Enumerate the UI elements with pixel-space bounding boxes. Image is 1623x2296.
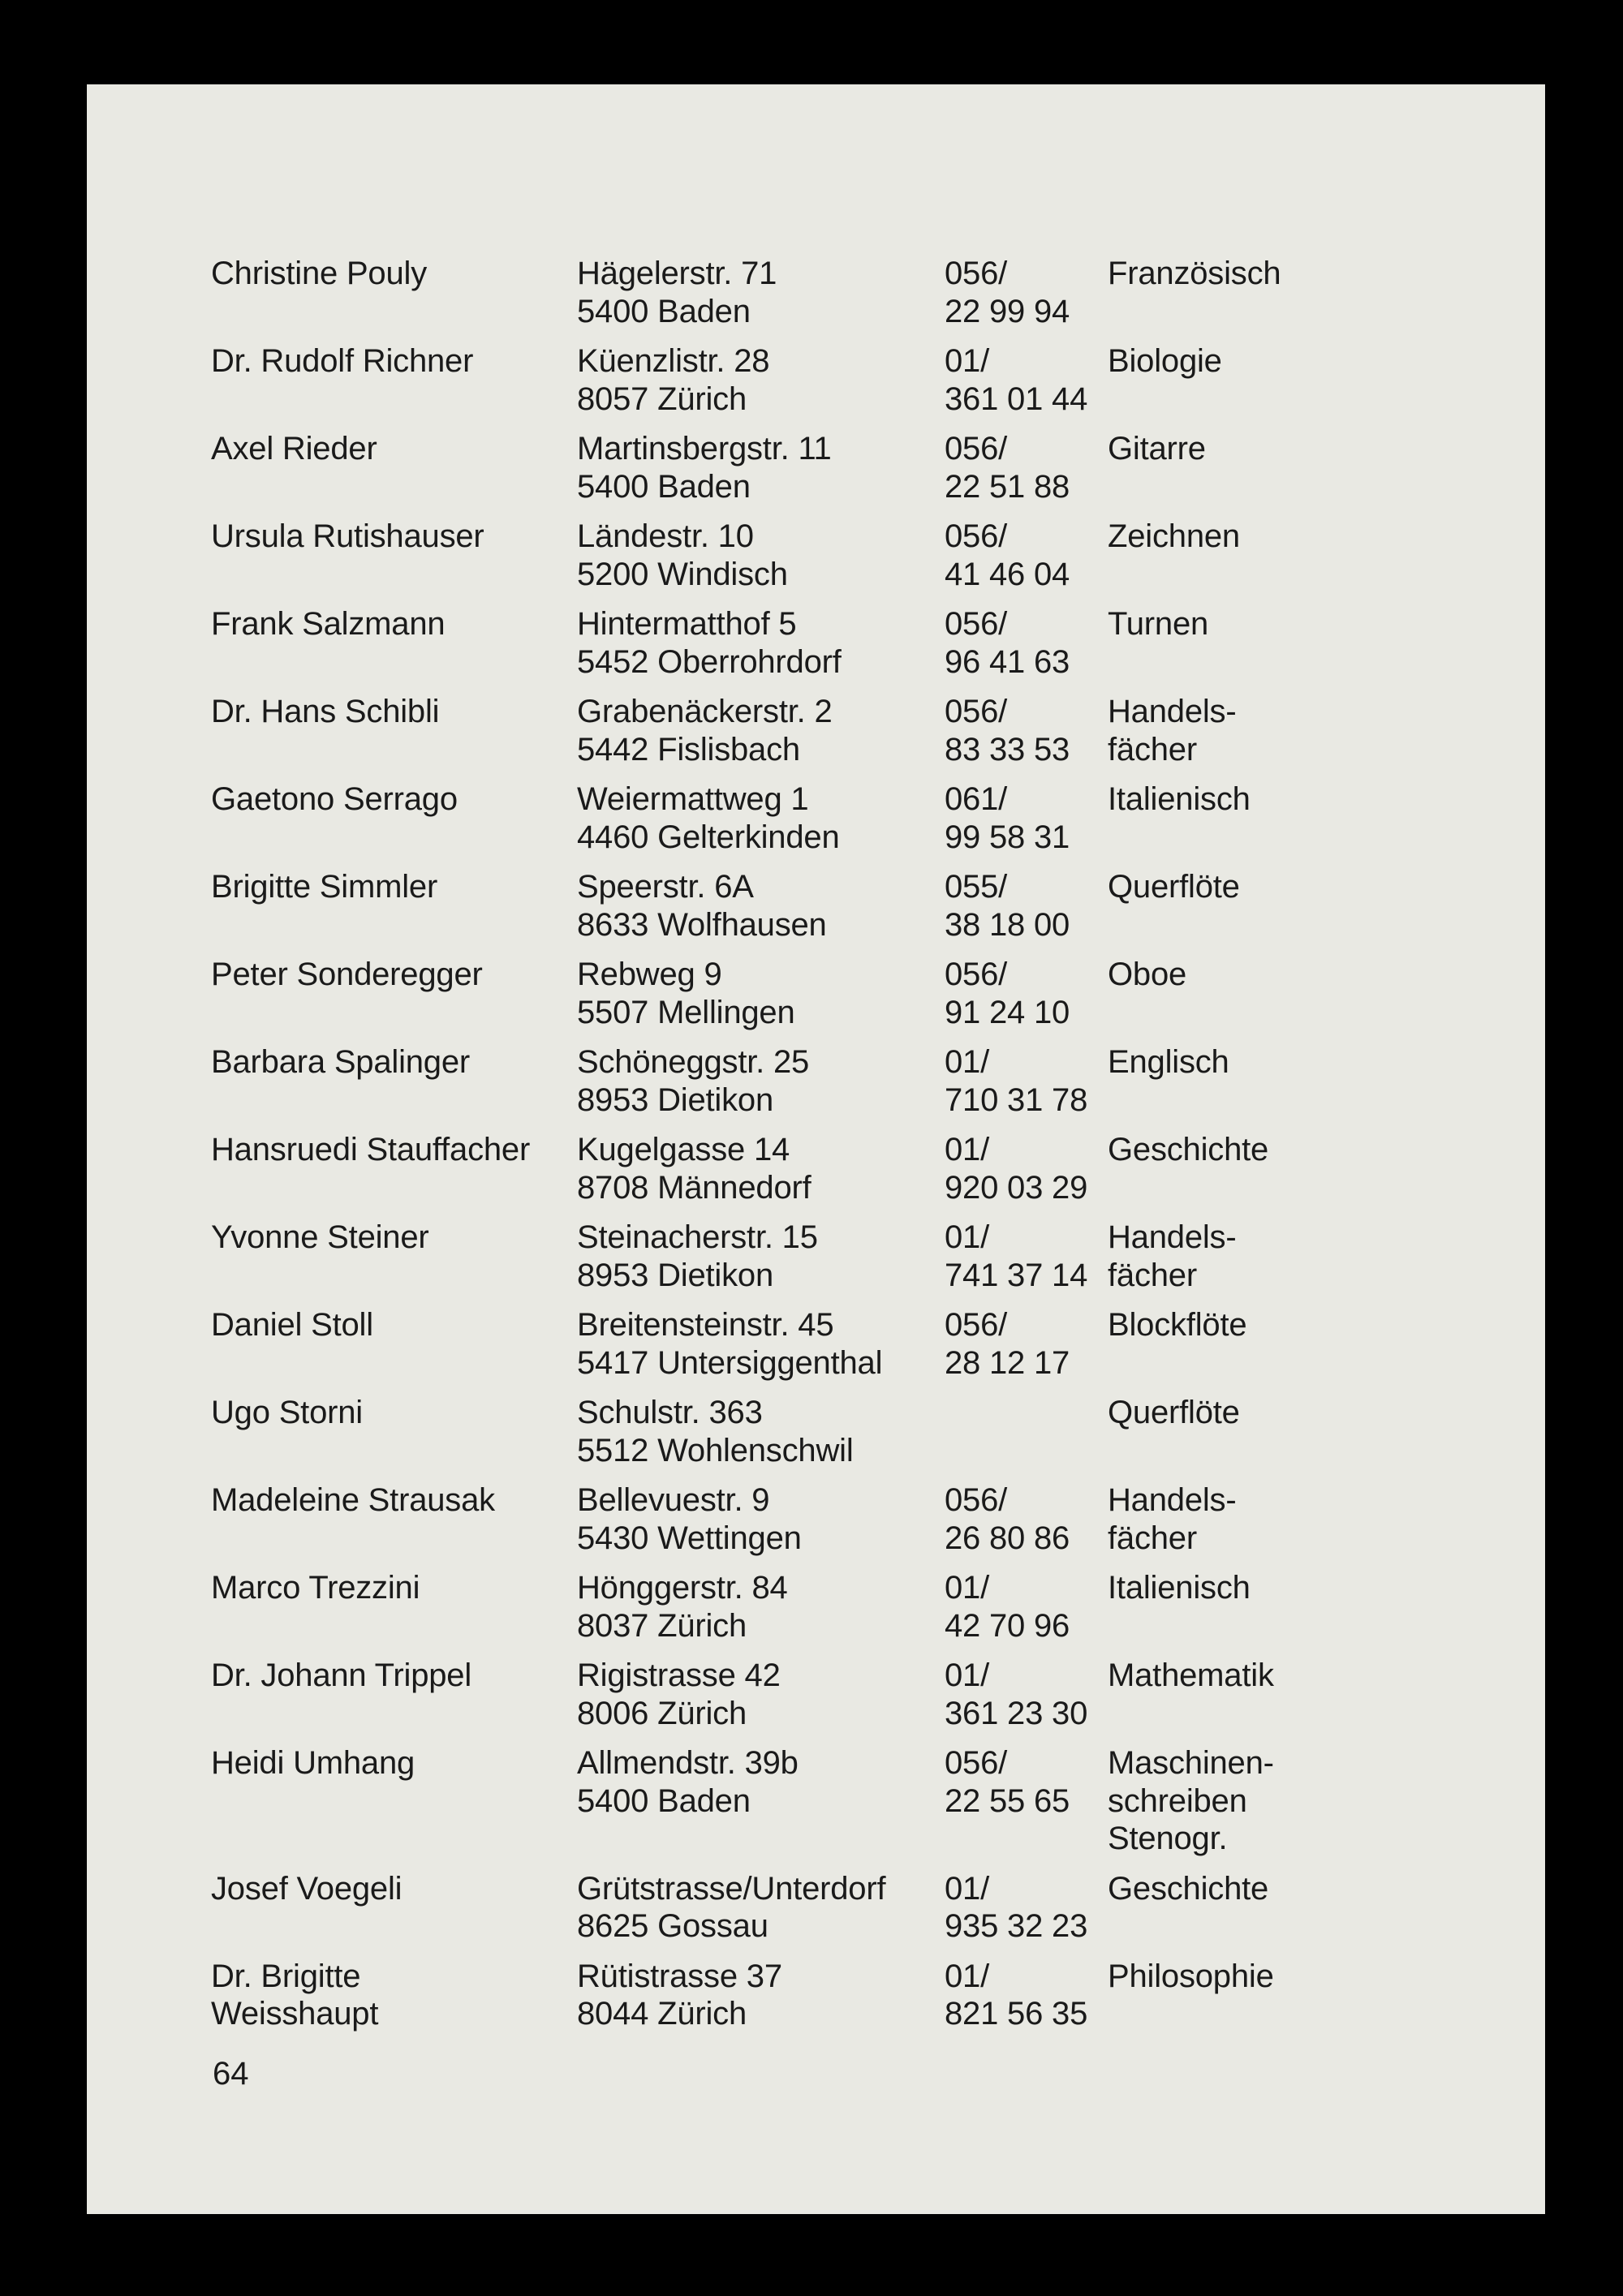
- entry-subject-line: Biologie: [1108, 343, 1222, 379]
- entry-name: [211, 1744, 577, 1782]
- entry-address-line: Hintermatthof 5: [577, 606, 797, 642]
- entry-phone: [945, 1744, 1108, 1820]
- entry-phone: [945, 868, 1108, 944]
- entry-phone-line: 056/: [945, 694, 1008, 729]
- entry-subject: [1108, 1744, 1428, 1858]
- entry-name: [211, 780, 577, 819]
- entry-phone: [945, 1958, 1108, 2033]
- entry-phone: [945, 255, 1108, 330]
- directory-entry: [211, 956, 1428, 1031]
- entry-subject-line: Gitarre: [1108, 431, 1206, 467]
- entry-address: [577, 1744, 945, 1820]
- entry-phone-line: 91 24 10: [945, 994, 1070, 1030]
- entry-phone-line: 38 18 00: [945, 906, 1070, 943]
- entry-name-line: Dr. Johann Trippel: [211, 1658, 472, 1693]
- entry-address-line: 4460 Gelterkinden: [577, 819, 840, 855]
- entry-name-line: Peter Sonderegger: [211, 957, 483, 992]
- directory-entry: [211, 1043, 1428, 1119]
- entry-phone-line: 41 46 04: [945, 556, 1070, 592]
- entry-subject-line: Italienisch: [1108, 781, 1251, 817]
- entry-phone-line: 741 37 14: [945, 1257, 1088, 1293]
- directory-entry: [211, 342, 1428, 418]
- entry-name-line: Weisshaupt: [211, 1996, 379, 2032]
- entry-phone-line: 361 23 30: [945, 1695, 1088, 1731]
- entry-phone-line: 061/: [945, 781, 1008, 817]
- entry-address-line: 8037 Zürich: [577, 1607, 747, 1644]
- entry-address-line: Rigistrasse 42: [577, 1658, 781, 1693]
- entry-subject: [1108, 1481, 1428, 1557]
- entry-subject-line: Blockflöte: [1108, 1307, 1247, 1343]
- entry-address: [577, 1219, 945, 1294]
- entry-address: [577, 1043, 945, 1119]
- entry-subject-line: Mathematik: [1108, 1658, 1274, 1693]
- entry-phone-line: 056/: [945, 957, 1008, 992]
- entry-address-line: 8625 Gossau: [577, 1908, 768, 1944]
- entry-phone-line: 056/: [945, 1745, 1008, 1781]
- entry-name-line: Ugo Storni: [211, 1395, 363, 1430]
- entry-name: [211, 1219, 577, 1257]
- entry-subject-line: Handels-: [1108, 1219, 1237, 1255]
- directory-entry: [211, 430, 1428, 505]
- entry-name: [211, 518, 577, 556]
- entry-subject-line: fächer: [1108, 1257, 1197, 1293]
- entry-phone-line: 83 33 53: [945, 731, 1070, 767]
- entry-name-line: Madeleine Strausak: [211, 1482, 495, 1518]
- entry-address-line: Küenzlistr. 28: [577, 343, 770, 379]
- directory-entry: [211, 1870, 1428, 1946]
- entry-address-line: Hägelerstr. 71: [577, 256, 777, 291]
- entry-name: [211, 430, 577, 468]
- entry-subject: [1108, 1870, 1428, 1908]
- entry-subject-line: Handels-: [1108, 1482, 1237, 1518]
- entry-name: [211, 1306, 577, 1344]
- document-page: [87, 84, 1545, 2214]
- entry-subject-line: Englisch: [1108, 1044, 1229, 1080]
- entry-name-line: Hansruedi Stauffacher: [211, 1132, 531, 1167]
- entry-address: [577, 1569, 945, 1645]
- entry-subject: [1108, 1306, 1428, 1344]
- entry-phone: [945, 1481, 1108, 1557]
- entry-address: [577, 518, 945, 593]
- entry-name: [211, 342, 577, 381]
- entry-address-line: Speerstr. 6A: [577, 869, 754, 905]
- entry-name: [211, 693, 577, 731]
- directory-entry: [211, 1657, 1428, 1732]
- directory-entry: [211, 255, 1428, 330]
- entry-phone-line: 056/: [945, 1482, 1008, 1518]
- directory-entry: [211, 518, 1428, 593]
- entry-address-line: Kugelgasse 14: [577, 1132, 790, 1167]
- entry-address-line: 5430 Wettingen: [577, 1520, 802, 1556]
- entry-phone-line: 42 70 96: [945, 1607, 1070, 1644]
- entry-subject-line: Geschichte: [1108, 1870, 1269, 1907]
- entry-address-line: 8708 Männedorf: [577, 1169, 812, 1206]
- entry-phone: [945, 1043, 1108, 1119]
- entry-address: [577, 1306, 945, 1382]
- entry-name-line: Daniel Stoll: [211, 1307, 373, 1343]
- entry-subject: [1108, 868, 1428, 906]
- entry-name-line: Christine Pouly: [211, 256, 428, 291]
- entry-name-line: Josef Voegeli: [211, 1870, 403, 1907]
- entry-phone-line: 22 51 88: [945, 468, 1070, 505]
- entry-subject: [1108, 1958, 1428, 1996]
- entry-phone-line: 28 12 17: [945, 1344, 1070, 1381]
- entry-address-line: 5400 Baden: [577, 293, 751, 329]
- entry-phone-line: 710 31 78: [945, 1081, 1088, 1118]
- directory-entry: [211, 1131, 1428, 1206]
- directory-entry: [211, 1481, 1428, 1557]
- entry-address: [577, 1131, 945, 1206]
- entry-address: [577, 342, 945, 418]
- entry-name-line: Dr. Brigitte: [211, 1958, 361, 1994]
- entry-phone: [945, 693, 1108, 768]
- entry-phone: [945, 1219, 1108, 1294]
- entry-subject-line: Querflöte: [1108, 1395, 1240, 1430]
- entry-subject-line: Italienisch: [1108, 1570, 1251, 1606]
- entry-address-line: Grabenäckerstr. 2: [577, 694, 833, 729]
- entry-phone: [945, 518, 1108, 593]
- entry-subject-line: Maschinen-: [1108, 1745, 1274, 1781]
- directory-entry: [211, 868, 1428, 944]
- entry-phone: [945, 430, 1108, 505]
- entry-name-line: Barbara Spalinger: [211, 1044, 471, 1080]
- entry-address-line: 8633 Wolfhausen: [577, 906, 827, 943]
- entry-name: [211, 1958, 577, 2033]
- entry-phone-line: 01/: [945, 1870, 990, 1907]
- directory-entry: [211, 1394, 1428, 1469]
- entry-phone: [945, 1569, 1108, 1645]
- entry-address-line: Weiermattweg 1: [577, 781, 809, 817]
- entry-name: [211, 1569, 577, 1607]
- entry-phone-line: 935 32 23: [945, 1908, 1088, 1944]
- entry-phone: [945, 1306, 1108, 1382]
- entry-address-line: 8953 Dietikon: [577, 1081, 774, 1118]
- entry-address: [577, 1870, 945, 1946]
- entry-address-line: Rebweg 9: [577, 957, 722, 992]
- entry-phone-line: 056/: [945, 1307, 1008, 1343]
- entry-phone-line: 01/: [945, 1658, 990, 1693]
- entry-address-line: Rütistrasse 37: [577, 1958, 782, 1994]
- entry-address-line: 5400 Baden: [577, 468, 751, 505]
- entry-address-line: 8006 Zürich: [577, 1695, 747, 1731]
- directory-entry: [211, 780, 1428, 856]
- entry-phone: [945, 1131, 1108, 1206]
- entry-name-line: Axel Rieder: [211, 431, 377, 467]
- entry-name: [211, 1657, 577, 1695]
- entry-name: [211, 1043, 577, 1081]
- entry-phone-line: 055/: [945, 869, 1008, 905]
- entry-phone-line: 22 55 65: [945, 1782, 1070, 1819]
- entry-phone-line: 26 80 86: [945, 1520, 1070, 1556]
- directory-entry: [211, 1569, 1428, 1645]
- entry-name-line: Dr. Hans Schibli: [211, 694, 440, 729]
- entry-address-line: 5512 Wohlenschwil: [577, 1432, 854, 1468]
- entry-address-line: Allmendstr. 39b: [577, 1745, 799, 1781]
- page-number: 64: [213, 2056, 249, 2092]
- entry-name-line: Brigitte Simmler: [211, 869, 438, 905]
- entry-phone-line: 056/: [945, 431, 1008, 467]
- entry-subject: [1108, 342, 1428, 381]
- entry-address-line: 5417 Untersiggenthal: [577, 1344, 883, 1381]
- entry-phone: [945, 1870, 1108, 1946]
- entry-phone: [945, 605, 1108, 681]
- entry-subject-line: Turnen: [1108, 606, 1209, 642]
- entry-subject-line: Querflöte: [1108, 869, 1240, 905]
- entry-phone: [945, 780, 1108, 856]
- entry-name: [211, 956, 577, 994]
- entry-subject: [1108, 1219, 1428, 1294]
- entry-phone-line: 821 56 35: [945, 1996, 1088, 2032]
- entry-name-line: Gaetono Serrago: [211, 781, 458, 817]
- entry-subject-line: fächer: [1108, 1520, 1197, 1556]
- entry-phone-line: 056/: [945, 606, 1008, 642]
- entry-phone-line: 22 99 94: [945, 293, 1070, 329]
- entry-name: [211, 868, 577, 906]
- entry-phone-line: 01/: [945, 1219, 990, 1255]
- entry-name: [211, 605, 577, 643]
- directory-entry: [211, 1744, 1428, 1858]
- entry-subject: [1108, 1657, 1428, 1695]
- entry-name-line: Dr. Rudolf Richner: [211, 343, 474, 379]
- teacher-directory-list: [211, 255, 1428, 2045]
- entry-name-line: Ursula Rutishauser: [211, 518, 484, 554]
- entry-subject: [1108, 1394, 1428, 1432]
- entry-name: [211, 1131, 577, 1169]
- entry-phone: [945, 342, 1108, 418]
- entry-phone-line: 96 41 63: [945, 643, 1070, 680]
- entry-address: [577, 868, 945, 944]
- entry-phone: [945, 1657, 1108, 1732]
- entry-name-line: Marco Trezzini: [211, 1570, 420, 1606]
- entry-subject-line: Oboe: [1108, 957, 1187, 992]
- entry-subject: [1108, 1131, 1428, 1169]
- entry-name: [211, 1394, 577, 1432]
- entry-subject: [1108, 255, 1428, 293]
- entry-subject-line: Handels-: [1108, 694, 1237, 729]
- entry-address: [577, 780, 945, 856]
- entry-subject-line: Philosophie: [1108, 1958, 1274, 1994]
- entry-name-line: Frank Salzmann: [211, 606, 446, 642]
- entry-address-line: Martinsbergstr. 11: [577, 431, 832, 467]
- entry-address-line: Ländestr. 10: [577, 518, 754, 554]
- entry-address: [577, 1394, 945, 1469]
- entry-subject-line: Französisch: [1108, 256, 1281, 291]
- directory-entry: [211, 693, 1428, 768]
- entry-subject: [1108, 693, 1428, 768]
- entry-address: [577, 956, 945, 1031]
- entry-address: [577, 605, 945, 681]
- entry-phone-line: 01/: [945, 1570, 990, 1606]
- entry-name-line: Heidi Umhang: [211, 1745, 415, 1781]
- entry-subject-line: schreiben: [1108, 1782, 1247, 1819]
- entry-phone-line: 01/: [945, 1132, 990, 1167]
- entry-subject: [1108, 430, 1428, 468]
- directory-entry: [211, 1306, 1428, 1382]
- entry-subject: [1108, 518, 1428, 556]
- entry-address-line: 5400 Baden: [577, 1782, 751, 1819]
- entry-subject: [1108, 956, 1428, 994]
- entry-address: [577, 1657, 945, 1732]
- entry-phone-line: 01/: [945, 1958, 990, 1994]
- entry-phone: [945, 956, 1108, 1031]
- entry-subject-line: Zeichnen: [1108, 518, 1240, 554]
- entry-address-line: Schöneggstr. 25: [577, 1044, 810, 1080]
- entry-address: [577, 693, 945, 768]
- entry-name-line: Yvonne Steiner: [211, 1219, 429, 1255]
- entry-address: [577, 255, 945, 330]
- entry-address-line: Breitensteinstr. 45: [577, 1307, 834, 1343]
- entry-address-line: Hönggerstr. 84: [577, 1570, 788, 1606]
- entry-address-line: Grütstrasse/Unterdorf: [577, 1870, 886, 1907]
- entry-phone-line: 01/: [945, 343, 990, 379]
- entry-phone-line: 99 58 31: [945, 819, 1070, 855]
- entry-address-line: 5507 Mellingen: [577, 994, 795, 1030]
- entry-name: [211, 1870, 577, 1908]
- entry-address-line: 5442 Fislisbach: [577, 731, 800, 767]
- entry-address-line: 5200 Windisch: [577, 556, 788, 592]
- entry-address: [577, 1481, 945, 1557]
- entry-name: [211, 1481, 577, 1520]
- entry-subject-line: Stenogr.: [1108, 1821, 1228, 1856]
- entry-phone-line: 056/: [945, 256, 1008, 291]
- entry-subject: [1108, 1043, 1428, 1081]
- entry-subject-line: Geschichte: [1108, 1132, 1269, 1167]
- entry-address-line: 5452 Oberrohrdorf: [577, 643, 842, 680]
- entry-subject: [1108, 780, 1428, 819]
- entry-address-line: Bellevuestr. 9: [577, 1482, 770, 1518]
- entry-address-line: 8044 Zürich: [577, 1996, 747, 2032]
- directory-entry: [211, 1219, 1428, 1294]
- directory-entry: [211, 1958, 1428, 2033]
- entry-address-line: 8953 Dietikon: [577, 1257, 774, 1293]
- entry-address-line: 8057 Zürich: [577, 381, 747, 417]
- entry-phone-line: 01/: [945, 1044, 990, 1080]
- entry-subject-line: fächer: [1108, 731, 1197, 767]
- entry-phone-line: 361 01 44: [945, 381, 1088, 417]
- entry-subject: [1108, 605, 1428, 643]
- directory-entry: [211, 605, 1428, 681]
- entry-address: [577, 430, 945, 505]
- entry-address: [577, 1958, 945, 2033]
- entry-name: [211, 255, 577, 293]
- entry-phone-line: 056/: [945, 518, 1008, 554]
- entry-address-line: Steinacherstr. 15: [577, 1219, 818, 1255]
- entry-phone-line: 920 03 29: [945, 1169, 1088, 1206]
- entry-address-line: Schulstr. 363: [577, 1395, 763, 1430]
- entry-subject: [1108, 1569, 1428, 1607]
